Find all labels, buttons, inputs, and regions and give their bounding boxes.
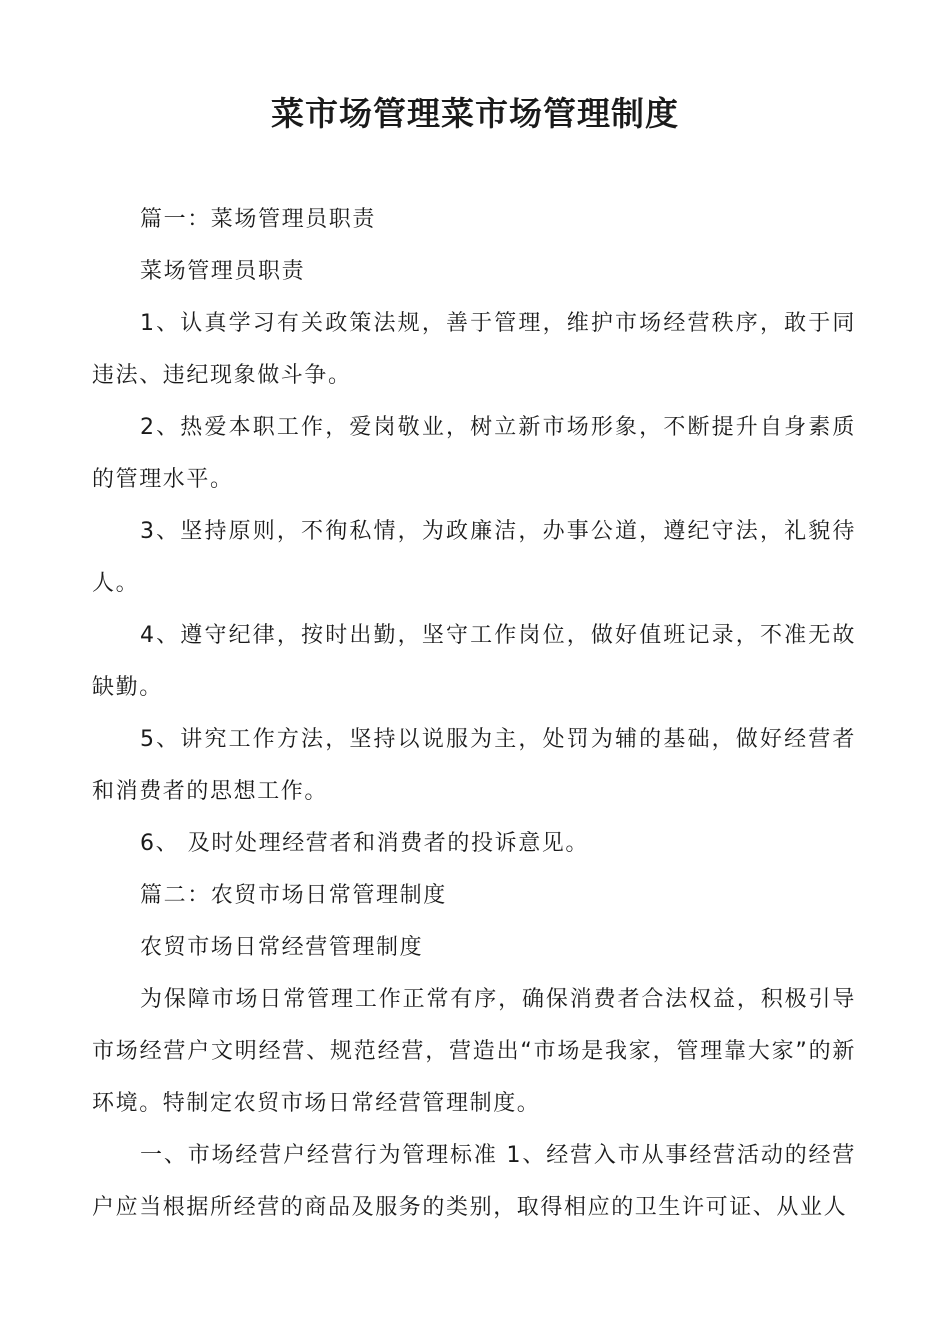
duty-item-6: 6、 及时处理经营者和消费者的投诉意见。 [140, 831, 589, 856]
section-heading-2: 篇二：农贸市场日常管理制度 [140, 883, 447, 908]
duty-item-3: 3、坚持原则，不徇私情，为政廉洁，办事公道，遵纪守法，礼貌待人。 [92, 519, 856, 596]
subheading-manager-duties: 菜场管理员职责 [140, 259, 306, 284]
rule-paragraph-1: 一、市场经营户经营行为管理标准 1、经营入市从事经营活动的经营户应当根据所经营的商品及服务的类别，取得相应的卫生许可证、从业人 [92, 1143, 856, 1220]
document-body [92, 194, 856, 1234]
duty-item-1: 1、认真学习有关政策法规，善于管理，维护市场经营秩序，敢于同违法、违纪现象做斗争。 [92, 311, 856, 388]
subheading-market-rules: 农贸市场日常经营管理制度 [140, 935, 424, 960]
duty-item-2: 2、热爱本职工作，爱岗敬业，树立新市场形象，不断提升自身素质的管理水平。 [92, 415, 856, 492]
section-heading-1: 篇一：菜场管理员职责 [140, 207, 377, 232]
document-title: 菜市场管理菜市场管理制度 [271, 94, 679, 133]
intro-paragraph: 为保障市场日常管理工作正常有序，确保消费者合法权益，积极引导市场经营户文明经营、规范经营，营造出“市场是我家，管理靠大家”的新环境。特制定农贸市场日常经营管理制度。 [92, 987, 856, 1116]
duty-item-4: 4、遵守纪律，按时出勤，坚守工作岗位，做好值班记录，不准无故缺勤。 [92, 623, 856, 700]
duty-item-5: 5、讲究工作方法，坚持以说服为主，处罚为辅的基础，做好经营者和消费者的思想工作。 [92, 727, 856, 804]
